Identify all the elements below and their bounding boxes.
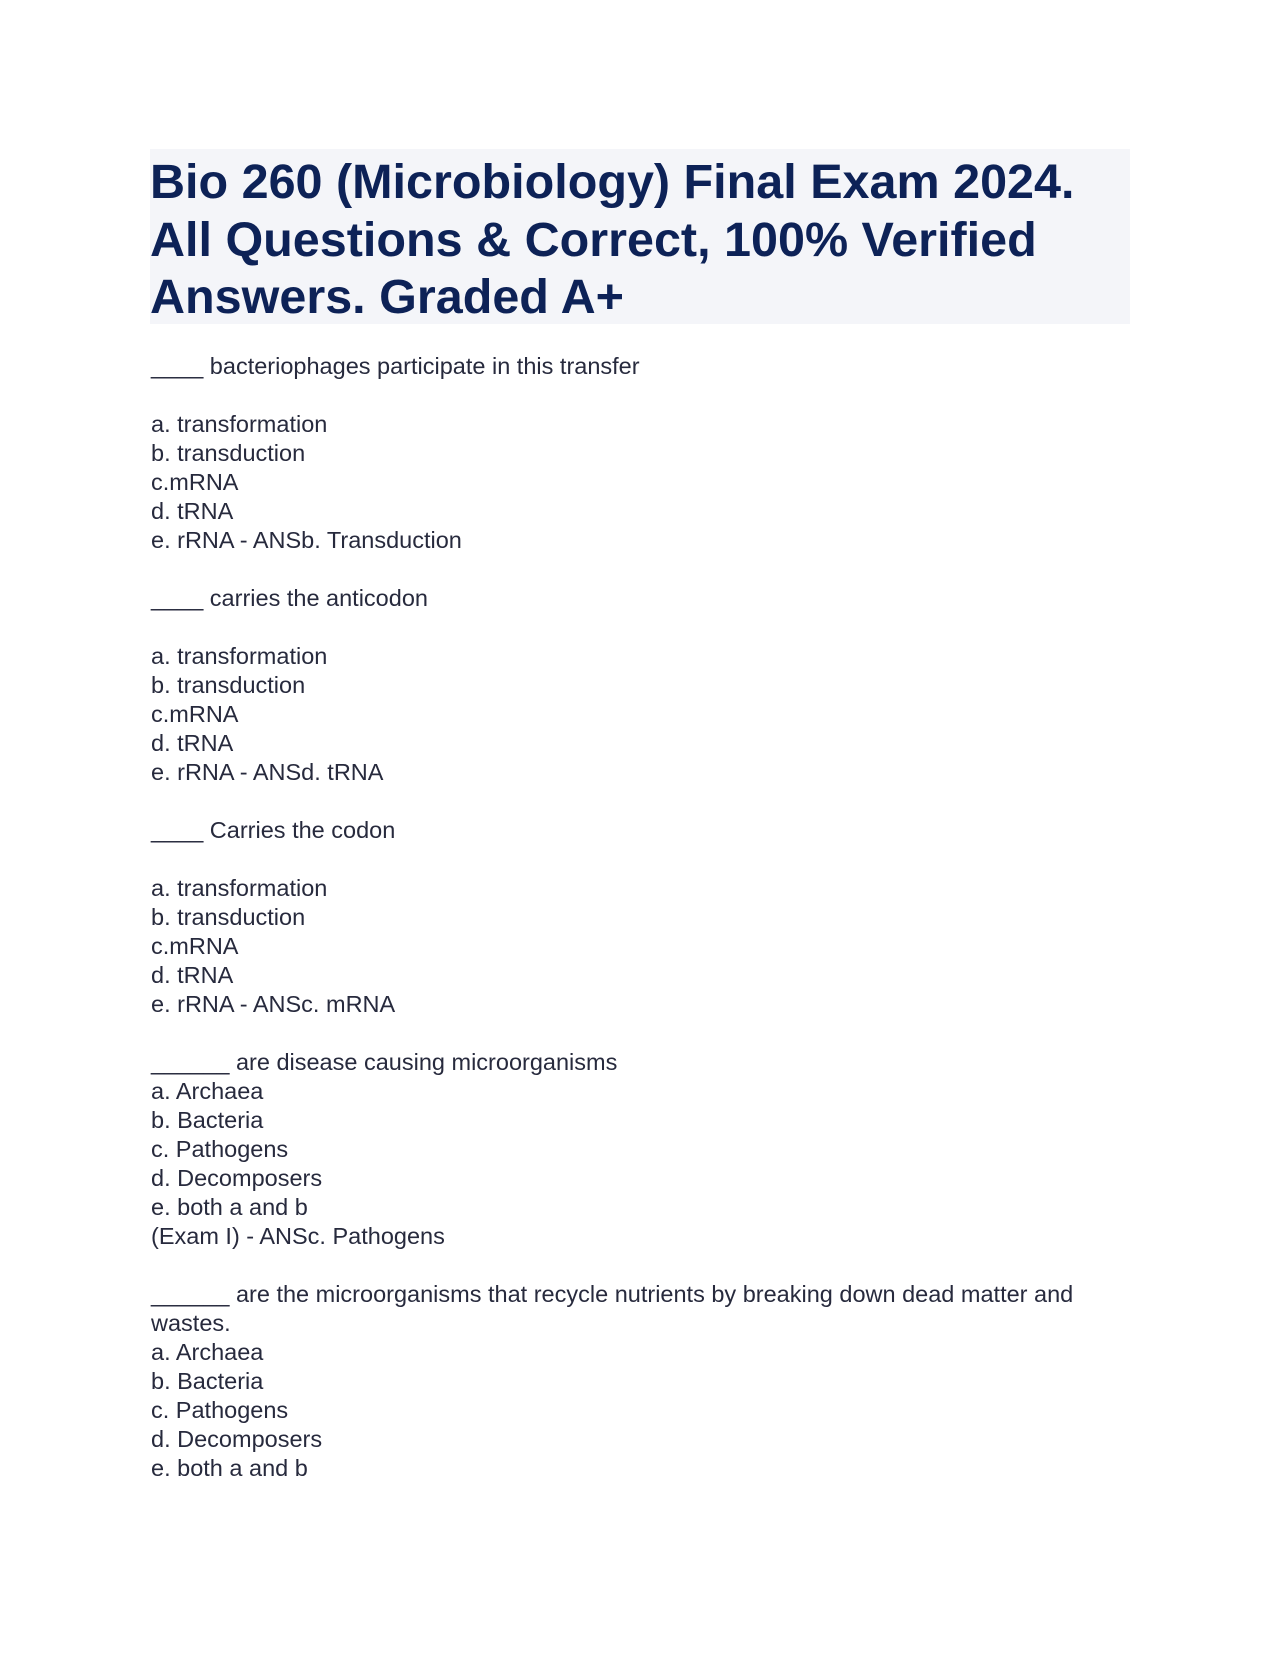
question-prompt: ______ are disease causing microorganisms [151,1049,618,1075]
spacer [151,845,1131,874]
question-block [151,816,1131,1019]
answer-option: b. transduction [151,440,306,466]
answer-option: e. both a and b [151,1194,308,1220]
answer-option: c.mRNA [151,469,239,495]
answer-option: a. Archaea [151,1078,264,1104]
answer-option: d. Decomposers [151,1426,323,1452]
answer-option-with-answer: e. rRNA - ANSc. mRNA [151,991,396,1017]
answer-option-with-answer: e. rRNA - ANSd. tRNA [151,759,384,785]
answer-option: a. Archaea [151,1339,264,1365]
question-block [151,1280,1131,1483]
answer-option: a. transformation [151,875,328,901]
title-block [150,149,1130,324]
question-prompt: ____ carries the anticodon [151,585,428,611]
answer-option: a. transformation [151,411,328,437]
answer-option: d. Decomposers [151,1165,323,1191]
answer-option: c.mRNA [151,933,239,959]
question-block [151,352,1131,555]
spacer [151,381,1131,410]
answer-option: c. Pathogens [151,1136,289,1162]
answer-option: b. Bacteria [151,1107,264,1133]
spacer [151,613,1131,642]
answer-option: d. tRNA [151,730,234,756]
answer-option-with-answer: e. rRNA - ANSb. Transduction [151,527,462,553]
question-block [151,1048,1131,1251]
answer-option: e. both a and b [151,1455,308,1481]
answer-option: b. Bacteria [151,1368,264,1394]
answer-option-with-answer: (Exam I) - ANSc. Pathogens [151,1223,445,1249]
answer-option: d. tRNA [151,498,234,524]
document-body [151,352,1131,1512]
answer-option: c.mRNA [151,701,239,727]
question-block [151,584,1131,787]
question-prompt: ______ are the microorganisms that recycle nutrients by breaking down dead matter and wastes. [151,1281,1080,1336]
answer-option: d. tRNA [151,962,234,988]
answer-option: b. transduction [151,672,306,698]
answer-option: a. transformation [151,643,328,669]
document-title: Bio 260 (Microbiology) Final Exam 2024. All Questions & Correct, 100% Verified Answers. Graded A+ [150,155,1075,324]
answer-option: c. Pathogens [151,1397,289,1423]
answer-option: b. transduction [151,904,306,930]
question-prompt: ____ bacteriophages participate in this transfer [151,353,640,379]
question-prompt: ____ Carries the codon [151,817,396,843]
